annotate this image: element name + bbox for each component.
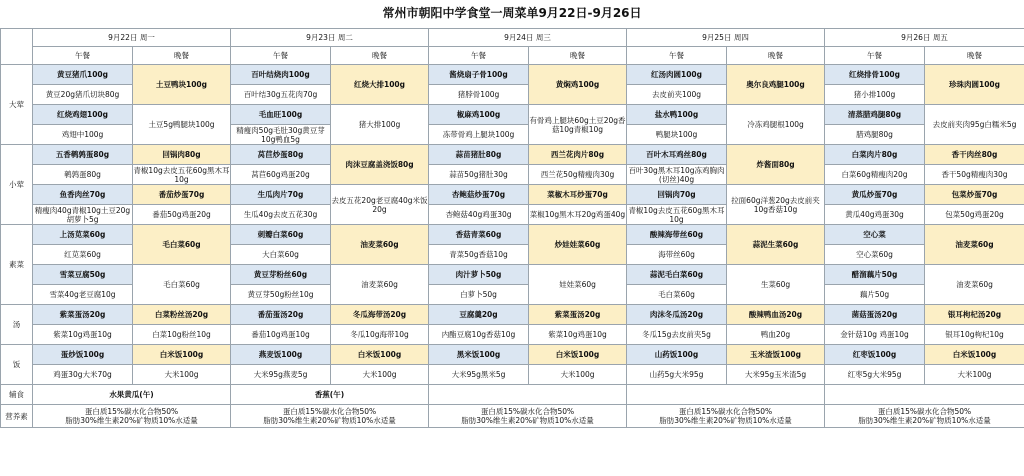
- dish-name: 黄豆猪爪100g: [33, 65, 133, 85]
- dish-ingredients: 猪小排100g: [825, 85, 925, 105]
- xiaohun-row: [1, 165, 1024, 185]
- dish-name: 紫菜蛋汤20g: [529, 305, 627, 325]
- dish-name: 豆腐羹20g: [429, 305, 529, 325]
- dish-ingredients: 鹌鹑蛋80g: [33, 165, 133, 185]
- nutrition-info: [231, 405, 429, 428]
- dish-ingredients: 冷冻鸡腿根100g: [727, 105, 825, 145]
- dish-name: 莴苣炒蛋80g: [231, 145, 331, 165]
- dish-ingredients: 黄豆20g猪爪切块80g: [33, 85, 133, 105]
- dish-name: 紫菜蛋汤20g: [33, 305, 133, 325]
- dish-name: 红烧鸡翅100g: [33, 105, 133, 125]
- nutrition-info: [825, 405, 1024, 428]
- dish-ingredients: 冬瓜15g去皮前夹5g: [627, 325, 727, 345]
- dish-ingredients: 油麦菜60g: [331, 265, 429, 305]
- meal-lunch-header: 午餐: [429, 47, 529, 65]
- day-weekday: 周五: [932, 33, 948, 42]
- dish-name: 上汤苋菜60g: [33, 225, 133, 245]
- day-weekday: 周四: [733, 33, 749, 42]
- xiaohun-row: [1, 205, 1024, 225]
- dish-name: 椒麻鸡100g: [429, 105, 529, 125]
- dish-ingredients: 鸭血20g: [727, 325, 825, 345]
- dish-ingredients: 毛白菜60g: [133, 265, 231, 305]
- snack-empty: [825, 385, 1024, 405]
- fan-row: [1, 365, 1024, 385]
- dish-name: 奥尔良鸡腿100g: [727, 65, 825, 105]
- meal-dinner-header: 晚餐: [529, 47, 627, 65]
- dish-name: 蒜苗猪肚80g: [429, 145, 529, 165]
- dish-name: 毛血旺100g: [231, 105, 331, 125]
- dish-ingredients: 内酯豆腐10g香菇10g: [429, 325, 529, 345]
- dish-ingredients: 大米100g: [331, 365, 429, 385]
- dish-name: 包菜炒蛋70g: [925, 185, 1024, 205]
- dish-ingredients: 大米100g: [133, 365, 231, 385]
- page-title: 常州市朝阳中学食堂一周菜单9月22日-9月26日: [382, 6, 642, 20]
- dish-name: 生瓜肉片70g: [231, 185, 331, 205]
- dish-ingredients: 娃娃菜60g: [529, 265, 627, 305]
- dish-name: 蒜泥生菜60g: [727, 225, 825, 265]
- dish-ingredients: 海带丝60g: [627, 245, 727, 265]
- nutrition-line: 脂肪30%维生素20%矿物质10%水适量: [659, 416, 792, 425]
- dish-name: 番茄炒蛋70g: [133, 185, 231, 205]
- dish-name: 肉沫冬瓜汤20g: [627, 305, 727, 325]
- meal-lunch-header: 午餐: [627, 47, 727, 65]
- dish-name: 酱烧扇子骨100g: [429, 65, 529, 85]
- dish-name: 醋溜藕片50g: [825, 265, 925, 285]
- dish-name: 毛白菜60g: [133, 225, 231, 265]
- dish-ingredients: 油麦菜60g: [925, 265, 1024, 305]
- dish-name: 白米饭100g: [331, 345, 429, 365]
- dish-name: 酸辣海带丝60g: [627, 225, 727, 245]
- dish-name: 红烧大排100g: [331, 65, 429, 105]
- dish-ingredients: 青椒10g去皮五花60g黑木耳10g: [628, 205, 725, 224]
- dish-ingredients: 猪脖骨100g: [429, 85, 529, 105]
- nutrition-line: 脂肪30%维生素20%矿物质10%水适量: [263, 416, 396, 425]
- dish-ingredients: 去皮前夹100g: [627, 85, 727, 105]
- dish-ingredients: 去皮前夹肉95g白糯米5g: [925, 105, 1024, 145]
- nutrition-line: 脂肪30%维生素20%矿物质10%水适量: [65, 416, 198, 425]
- fushi-row: [1, 385, 1024, 405]
- dish-name: 酸辣鸭血汤20g: [727, 305, 825, 325]
- nutrition-line: 蛋白质15%碳水化合物50%: [877, 407, 972, 416]
- corner-cell: [1, 29, 33, 65]
- dish-name: 白米饭100g: [529, 345, 627, 365]
- dish-ingredients: 包菜50g鸡蛋20g: [925, 205, 1024, 225]
- dish-ingredients: 西兰花50g精瘦肉30g: [529, 165, 627, 185]
- nutrition-info: [33, 405, 231, 428]
- day-header: [429, 29, 627, 47]
- dish-ingredients: 红苋菜60g: [33, 245, 133, 265]
- dish-name: 白米饭100g: [133, 345, 231, 365]
- weekly-menu-table: [0, 28, 1024, 428]
- dish-name: 百叶木耳鸡丝80g: [627, 145, 727, 165]
- dish-name: 百叶结烧肉100g: [231, 65, 331, 85]
- dish-name: 黄焖鸡100g: [529, 65, 627, 105]
- dish-ingredients: 大白菜60g: [231, 245, 331, 265]
- dish-name: 香菇青菜60g: [429, 225, 529, 245]
- dish-ingredients: 白菜60g精瘦肉20g: [825, 165, 925, 185]
- category-label: 素菜: [1, 225, 33, 305]
- dish-name: 油麦菜60g: [331, 225, 429, 265]
- day-weekday: 周一: [139, 33, 155, 42]
- nutrition-info: [627, 405, 825, 428]
- dish-ingredients: 青菜50g香菇10g: [429, 245, 529, 265]
- dish-ingredients: 冻带骨鸡上腿块100g: [429, 125, 529, 145]
- dish-name: 刺瓣白菜60g: [231, 225, 331, 245]
- dish-ingredients: 雪菜40g老豆腐10g: [33, 285, 133, 305]
- dahun-row: [1, 105, 1024, 125]
- dish-ingredients: 杏鲍菇40g鸡蛋30g: [429, 205, 529, 225]
- dish-ingredients: 鸡蛋30g大米70g: [33, 365, 133, 385]
- dish-ingredients: 黄瓜40g鸡蛋30g: [825, 205, 925, 225]
- day-date: 9月22日: [108, 33, 138, 42]
- snack-empty: [627, 385, 825, 405]
- day-date: 9月24日: [504, 33, 534, 42]
- meal-dinner-header: 晚餐: [727, 47, 825, 65]
- dish-name: 银耳枸杞汤20g: [925, 305, 1024, 325]
- dish-ingredients: 猪大排100g: [331, 105, 429, 145]
- dish-ingredients: 白萝卜50g: [429, 285, 529, 305]
- dish-name: 山药饭100g: [627, 345, 727, 365]
- day-header: [231, 29, 429, 47]
- nutrition-info: [429, 405, 627, 428]
- snack-item: 香蕉(午): [231, 385, 429, 405]
- dish-name: 肉沫豆腐盖浇饭80g: [331, 145, 429, 185]
- dish-name: 五香鹌鹑蛋80g: [33, 145, 133, 165]
- dish-name: 油麦菜60g: [925, 225, 1024, 265]
- dish-ingredients: 紫菜10g鸡蛋10g: [529, 325, 627, 345]
- dish-ingredients: 百叶30g黑木耳10g冻鸡胸肉(切丝)40g: [628, 165, 725, 184]
- dish-name: 菌菇蛋汤20g: [825, 305, 925, 325]
- dish-name: 雪菜豆腐50g: [33, 265, 133, 285]
- dish-name: 香干肉丝80g: [925, 145, 1024, 165]
- xiaohun-row: [1, 185, 1024, 205]
- dish-ingredients: 黄豆芽50g粉丝10g: [231, 285, 331, 305]
- day-date: 9月25日: [702, 33, 732, 42]
- dish-name: 燕麦饭100g: [231, 345, 331, 365]
- day-weekday: 周三: [535, 33, 551, 42]
- day-date: 9月23日: [306, 33, 336, 42]
- dish-ingredients: 腊鸡腿80g: [825, 125, 925, 145]
- category-label: 大荤: [1, 65, 33, 145]
- dish-name: 鱼香肉丝70g: [33, 185, 133, 205]
- day-weekday: 周二: [337, 33, 353, 42]
- dish-name: 冬瓜海带汤20g: [331, 305, 429, 325]
- dish-ingredients: 藕片50g: [825, 285, 925, 305]
- dish-ingredients: 大米100g: [925, 365, 1024, 385]
- dish-name: 清蒸腊鸡腿80g: [825, 105, 925, 125]
- dish-name: 菜椒木耳炒蛋70g: [529, 185, 627, 205]
- meal-lunch-header: 午餐: [33, 47, 133, 65]
- nutrition-row: [1, 405, 1024, 428]
- dish-name: 玉米渣饭100g: [727, 345, 825, 365]
- dish-ingredients: 番茄50g鸡蛋20g: [133, 205, 231, 225]
- dish-ingredients: 生菜60g: [727, 265, 825, 305]
- dish-name: 红枣饭100g: [825, 345, 925, 365]
- dish-ingredients: 大米100g: [529, 365, 627, 385]
- category-label: 辅食: [1, 385, 33, 405]
- nutrition-line: 蛋白质15%碳水化合物50%: [84, 407, 179, 416]
- dish-ingredients: 菜椒10g黑木耳20g鸡蛋40g: [529, 205, 627, 225]
- dish-ingredients: 百叶结30g五花肉70g: [231, 85, 331, 105]
- dish-ingredients: 大米95g黑米5g: [429, 365, 529, 385]
- dish-name: 蛋炒饭100g: [33, 345, 133, 365]
- category-label: 饭: [1, 345, 33, 385]
- dish-name: 黄瓜炒蛋70g: [825, 185, 925, 205]
- dish-ingredients: 大米95g燕麦5g: [231, 365, 331, 385]
- dish-ingredients: 生瓜40g去皮五花30g: [231, 205, 331, 225]
- category-label: 汤: [1, 305, 33, 345]
- dish-name: 红汤肉圆100g: [627, 65, 727, 85]
- dish-name: 炒娃娃菜60g: [529, 225, 627, 265]
- dish-ingredients: 紫菜10g鸡蛋10g: [33, 325, 133, 345]
- nutrition-line: 脂肪30%维生素20%矿物质10%水适量: [858, 416, 991, 425]
- nutrition-line: 蛋白质15%碳水化合物50%: [480, 407, 575, 416]
- dish-name: 杏鲍菇炒蛋70g: [429, 185, 529, 205]
- category-label: 小荤: [1, 145, 33, 225]
- dish-name: 蒜泥毛白菜60g: [627, 265, 727, 285]
- dish-ingredients: 青椒10g去皮五花60g黑木耳10g: [133, 165, 230, 184]
- day-date: 9月26日: [901, 33, 931, 42]
- fan-row: [1, 345, 1024, 365]
- dish-ingredients: 银耳10g枸杞10g: [925, 325, 1024, 345]
- nutrition-line: 蛋白质15%碳水化合物50%: [678, 407, 773, 416]
- dish-name: 西兰花肉片80g: [529, 145, 627, 165]
- dish-ingredients: 香干50g精瘦肉30g: [925, 165, 1024, 185]
- day-header: [825, 29, 1024, 47]
- dish-ingredients: 山药5g大米95g: [627, 365, 727, 385]
- dish-name: 红烧排骨100g: [825, 65, 925, 85]
- dish-ingredients: 白菜10g粉丝10g: [133, 325, 231, 345]
- dish-ingredients: 冬瓜10g海带10g: [331, 325, 429, 345]
- dish-name: 土豆鸭块100g: [133, 65, 231, 105]
- xiaohun-row: [1, 145, 1024, 165]
- nutrition-line: 蛋白质15%碳水化合物50%: [282, 407, 377, 416]
- dish-name: 炸酱面80g: [727, 145, 825, 185]
- dish-name: 珍珠肉圆100g: [925, 65, 1024, 105]
- dish-name: 肉汁萝卜50g: [429, 265, 529, 285]
- dish-ingredients: 红枣5g大米95g: [825, 365, 925, 385]
- sucai-row: [1, 225, 1024, 245]
- day-header: [627, 29, 825, 47]
- day-header: [33, 29, 231, 47]
- dish-name: 空心菜: [825, 225, 925, 245]
- dish-ingredients: 鸭腿块100g: [627, 125, 727, 145]
- category-label: 营养素: [1, 405, 33, 428]
- snack-item: 水果黄瓜(午): [33, 385, 231, 405]
- header-meal-row: [1, 47, 1024, 65]
- dish-name: 回锅肉70g: [627, 185, 727, 205]
- dish-name: 白米饭100g: [925, 345, 1024, 365]
- tang-row: [1, 305, 1024, 325]
- meal-dinner-header: 晚餐: [925, 47, 1024, 65]
- dish-ingredients: 去皮五花20g老豆腐40g米饭20g: [331, 185, 429, 225]
- dish-name: 回锅肉80g: [133, 145, 231, 165]
- header-date-row: [1, 29, 1024, 47]
- dish-ingredients: 空心菜60g: [825, 245, 925, 265]
- tang-row: [1, 325, 1024, 345]
- meal-lunch-header: 午餐: [231, 47, 331, 65]
- dish-ingredients: 拉面60g洋葱20g去皮前夹10g香菇10g: [727, 185, 825, 225]
- dish-name: 白菜粉丝汤20g: [133, 305, 231, 325]
- dish-ingredients: 土豆5g鸭腿块100g: [133, 105, 231, 145]
- meal-lunch-header: 午餐: [825, 47, 925, 65]
- dish-ingredients: 金针菇10g 鸡蛋10g: [825, 325, 925, 345]
- dish-ingredients: 大米95g玉米渣5g: [727, 365, 825, 385]
- dish-name: 白菜肉片80g: [825, 145, 925, 165]
- dahun-row: [1, 65, 1024, 85]
- meal-dinner-header: 晚餐: [133, 47, 231, 65]
- dish-name: 番茄蛋汤20g: [231, 305, 331, 325]
- dish-ingredients: 有骨鸡上腿块60g土豆20g香菇10g青椒10g: [529, 105, 627, 145]
- dish-name: 盐水鸭100g: [627, 105, 727, 125]
- sucai-row: [1, 265, 1024, 285]
- dish-ingredients: 莴苣60g鸡蛋20g: [231, 165, 331, 185]
- dish-ingredients: 鸡翅中100g: [33, 125, 133, 145]
- dish-ingredients: 精瘦肉40g青椒10g土豆20g胡萝卜5g: [33, 205, 133, 225]
- nutrition-line: 脂肪30%维生素20%矿物质10%水适量: [461, 416, 594, 425]
- meal-dinner-header: 晚餐: [331, 47, 429, 65]
- dish-ingredients: 番茄10g鸡蛋10g: [231, 325, 331, 345]
- dish-ingredients: 精瘦肉50g毛肚30g黄豆芽10g鸭血5g: [231, 125, 331, 145]
- dish-name: 黄豆芽粉丝60g: [231, 265, 331, 285]
- dish-ingredients: 蒜苗50g猪肚30g: [429, 165, 529, 185]
- dish-ingredients: 毛白菜60g: [627, 285, 727, 305]
- snack-empty: [429, 385, 627, 405]
- dish-name: 黑米饭100g: [429, 345, 529, 365]
